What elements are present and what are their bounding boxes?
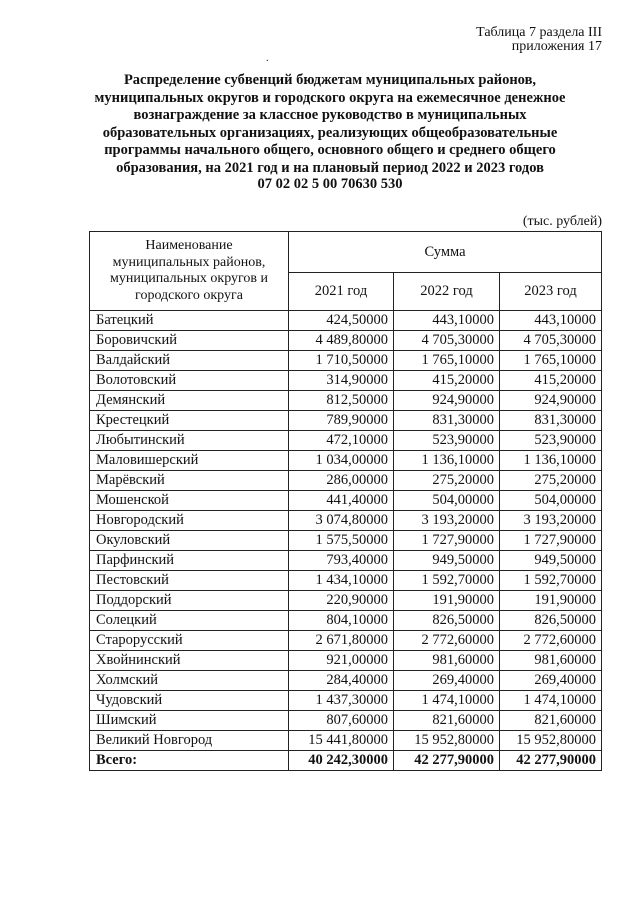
title-line: муниципальных округов и городского округа на ежемесячное денежное bbox=[94, 89, 566, 106]
column-header-name bbox=[90, 232, 289, 311]
row-value-2022: 269,40000 bbox=[394, 671, 500, 691]
budget-code: 07 02 02 5 00 70630 530 bbox=[257, 176, 403, 192]
subventions-table bbox=[89, 231, 602, 771]
row-value-2021: 15 441,80000 bbox=[289, 731, 394, 751]
column-header-name-line: муниципальных округов и bbox=[109, 271, 269, 286]
table-row bbox=[90, 351, 602, 371]
row-value-2022: 924,90000 bbox=[394, 391, 500, 411]
total-row bbox=[90, 751, 602, 771]
title-line: образовательных организациях, реализующих общеобразовательные bbox=[102, 124, 558, 141]
row-value-2021: 1 034,00000 bbox=[289, 451, 394, 471]
column-header-2021: 2021 год bbox=[289, 273, 394, 311]
table-row bbox=[90, 431, 602, 451]
row-value-2021: 1 575,50000 bbox=[289, 531, 394, 551]
total-label: Всего: bbox=[90, 751, 289, 771]
table-row bbox=[90, 511, 602, 531]
row-value-2021: 314,90000 bbox=[289, 371, 394, 391]
row-value-2023: 949,50000 bbox=[500, 551, 602, 571]
row-value-2021: 424,50000 bbox=[289, 311, 394, 331]
row-value-2021: 793,40000 bbox=[289, 551, 394, 571]
row-name: Пестовский bbox=[90, 571, 289, 591]
row-name: Волотовский bbox=[90, 371, 289, 391]
table-row bbox=[90, 311, 602, 331]
row-value-2021: 807,60000 bbox=[289, 711, 394, 731]
row-value-2023: 1 474,10000 bbox=[500, 691, 602, 711]
table-row bbox=[90, 531, 602, 551]
row-value-2023: 191,90000 bbox=[500, 591, 602, 611]
table-row bbox=[90, 551, 602, 571]
title-line: вознаграждение за классное руководство в муниципальных bbox=[133, 107, 527, 123]
row-value-2022: 821,60000 bbox=[394, 711, 500, 731]
row-name: Чудовский bbox=[90, 691, 289, 711]
table-row bbox=[90, 471, 602, 491]
title-line: образования, на 2021 год и на плановый период 2022 и 2023 годов bbox=[116, 159, 544, 176]
row-name: Демянский bbox=[90, 391, 289, 411]
row-name: Мошенской bbox=[90, 491, 289, 511]
table-reference-line-1: Таблица 7 раздела III bbox=[476, 25, 602, 40]
row-value-2021: 2 671,80000 bbox=[289, 631, 394, 651]
row-name: Батецкий bbox=[90, 311, 289, 331]
row-value-2022: 443,10000 bbox=[394, 311, 500, 331]
row-value-2023: 275,20000 bbox=[500, 471, 602, 491]
row-value-2022: 949,50000 bbox=[394, 551, 500, 571]
row-value-2022: 2 772,60000 bbox=[394, 631, 500, 651]
row-name: Окуловский bbox=[90, 531, 289, 551]
table-row bbox=[90, 691, 602, 711]
table-row bbox=[90, 331, 602, 351]
row-name: Шимский bbox=[90, 711, 289, 731]
column-header-2022: 2022 год bbox=[394, 273, 500, 311]
row-value-2023: 1 136,10000 bbox=[500, 451, 602, 471]
table-body bbox=[90, 311, 602, 771]
table-row bbox=[90, 611, 602, 631]
column-header-name-line: муниципальных районов, bbox=[112, 254, 266, 270]
row-value-2023: 831,30000 bbox=[500, 411, 602, 431]
row-value-2023: 15 952,80000 bbox=[500, 731, 602, 751]
row-value-2022: 1 765,10000 bbox=[394, 351, 500, 371]
row-name: Поддорский bbox=[90, 591, 289, 611]
stray-dot: . bbox=[266, 53, 269, 64]
row-value-2022: 981,60000 bbox=[394, 651, 500, 671]
table-row bbox=[90, 411, 602, 431]
row-value-2023: 924,90000 bbox=[500, 391, 602, 411]
row-name: Холмский bbox=[90, 671, 289, 691]
row-name: Хвойнинский bbox=[90, 651, 289, 671]
table-row bbox=[90, 571, 602, 591]
row-value-2023: 504,00000 bbox=[500, 491, 602, 511]
row-value-2023: 826,50000 bbox=[500, 611, 602, 631]
row-name: Великий Новгород bbox=[90, 731, 289, 751]
row-value-2022: 831,30000 bbox=[394, 411, 500, 431]
row-value-2021: 220,90000 bbox=[289, 591, 394, 611]
row-value-2021: 1 710,50000 bbox=[289, 351, 394, 371]
row-value-2021: 789,90000 bbox=[289, 411, 394, 431]
row-value-2023: 821,60000 bbox=[500, 711, 602, 731]
table-reference bbox=[476, 26, 602, 54]
total-value-2023: 42 277,90000 bbox=[500, 751, 602, 771]
row-value-2021: 3 074,80000 bbox=[289, 511, 394, 531]
row-value-2023: 1 592,70000 bbox=[500, 571, 602, 591]
row-name: Марёвский bbox=[90, 471, 289, 491]
row-name: Боровичский bbox=[90, 331, 289, 351]
row-value-2022: 4 705,30000 bbox=[394, 331, 500, 351]
table-row bbox=[90, 591, 602, 611]
row-value-2022: 523,90000 bbox=[394, 431, 500, 451]
row-value-2022: 1 136,10000 bbox=[394, 451, 500, 471]
row-value-2022: 191,90000 bbox=[394, 591, 500, 611]
total-value-2021: 40 242,30000 bbox=[289, 751, 394, 771]
row-name: Солецкий bbox=[90, 611, 289, 631]
title-line: Распределение субвенций бюджетам муниципальных районов, bbox=[123, 72, 537, 88]
row-value-2023: 1 727,90000 bbox=[500, 531, 602, 551]
row-value-2021: 921,00000 bbox=[289, 651, 394, 671]
table-row bbox=[90, 711, 602, 731]
table-row bbox=[90, 671, 602, 691]
row-value-2022: 1 474,10000 bbox=[394, 691, 500, 711]
column-header-2023: 2023 год bbox=[500, 273, 602, 311]
row-name: Валдайский bbox=[90, 351, 289, 371]
table-reference-line-2: приложения 17 bbox=[511, 39, 602, 54]
title-line: программы начального общего, основного общего и среднего общего bbox=[104, 142, 556, 158]
table-row bbox=[90, 451, 602, 471]
row-name: Новгородский bbox=[90, 511, 289, 531]
row-name: Крестецкий bbox=[90, 411, 289, 431]
row-value-2023: 4 705,30000 bbox=[500, 331, 602, 351]
row-value-2023: 269,40000 bbox=[500, 671, 602, 691]
table-row bbox=[90, 631, 602, 651]
row-value-2023: 981,60000 bbox=[500, 651, 602, 671]
row-value-2022: 3 193,20000 bbox=[394, 511, 500, 531]
row-value-2021: 804,10000 bbox=[289, 611, 394, 631]
row-value-2022: 15 952,80000 bbox=[394, 731, 500, 751]
column-header-name-line: городского округа bbox=[135, 287, 243, 303]
total-value-2022: 42 277,90000 bbox=[394, 751, 500, 771]
table-row bbox=[90, 391, 602, 411]
table-row bbox=[90, 651, 602, 671]
row-value-2021: 812,50000 bbox=[289, 391, 394, 411]
row-value-2021: 286,00000 bbox=[289, 471, 394, 491]
table-row bbox=[90, 491, 602, 511]
row-value-2023: 2 772,60000 bbox=[500, 631, 602, 651]
row-value-2023: 3 193,20000 bbox=[500, 511, 602, 531]
row-value-2021: 1 437,30000 bbox=[289, 691, 394, 711]
row-value-2021: 472,10000 bbox=[289, 431, 394, 451]
row-name: Старорусский bbox=[90, 631, 289, 651]
row-value-2023: 523,90000 bbox=[500, 431, 602, 451]
column-header-name-line: Наименование bbox=[145, 238, 233, 253]
row-value-2022: 415,20000 bbox=[394, 371, 500, 391]
document-title bbox=[60, 72, 600, 177]
row-value-2023: 415,20000 bbox=[500, 371, 602, 391]
row-value-2022: 826,50000 bbox=[394, 611, 500, 631]
table-row bbox=[90, 731, 602, 751]
column-header-sum: Сумма bbox=[289, 232, 602, 273]
row-value-2021: 4 489,80000 bbox=[289, 331, 394, 351]
units-label: (тыс. рублей) bbox=[522, 214, 602, 229]
row-value-2022: 504,00000 bbox=[394, 491, 500, 511]
row-name: Парфинский bbox=[90, 551, 289, 571]
row-value-2022: 1 592,70000 bbox=[394, 571, 500, 591]
row-name: Маловишерский bbox=[90, 451, 289, 471]
row-value-2021: 284,40000 bbox=[289, 671, 394, 691]
table-row bbox=[90, 371, 602, 391]
row-value-2023: 1 765,10000 bbox=[500, 351, 602, 371]
row-name: Любытинский bbox=[90, 431, 289, 451]
row-value-2022: 275,20000 bbox=[394, 471, 500, 491]
row-value-2023: 443,10000 bbox=[500, 311, 602, 331]
row-value-2022: 1 727,90000 bbox=[394, 531, 500, 551]
row-value-2021: 441,40000 bbox=[289, 491, 394, 511]
row-value-2021: 1 434,10000 bbox=[289, 571, 394, 591]
